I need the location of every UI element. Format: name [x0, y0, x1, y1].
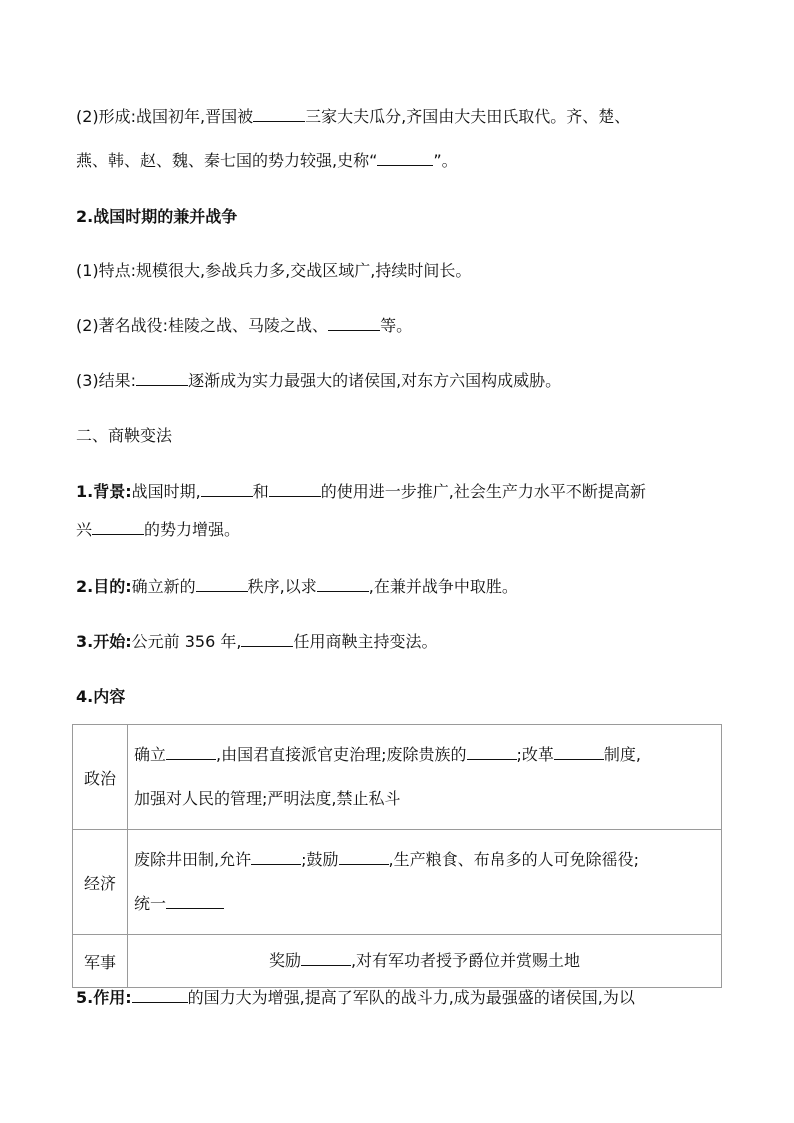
fill-blank[interactable]: [467, 744, 517, 760]
fill-blank[interactable]: [301, 950, 351, 966]
row-text-economy: 废除井田制,允许 ;鼓励 ,生产粮食、布帛多的人可免除徭役; 统一: [128, 830, 722, 935]
fill-blank[interactable]: [377, 150, 433, 166]
row-label-economy: 经济: [73, 830, 128, 935]
table-row-economy: [73, 830, 722, 935]
table-row-politics: [73, 725, 722, 830]
fill-blank[interactable]: [166, 893, 224, 909]
fill-blank[interactable]: [251, 849, 301, 865]
section-title-shangyang-reform: 二、商鞅变法: [76, 426, 173, 445]
item-background-line-2: 兴 的势力增强。: [76, 520, 241, 539]
fill-blank[interactable]: [253, 106, 305, 122]
item-famous-battles: (2)著名战役:桂陵之战、马陵之战、 等。: [76, 316, 413, 335]
item-characteristics: (1)特点:规模很大,参战兵力多,交战区域广,持续时间长。: [76, 261, 472, 280]
fill-blank[interactable]: [328, 315, 380, 331]
row-label-military: 军事: [73, 935, 128, 988]
table-row-military: [73, 935, 722, 988]
fill-blank[interactable]: [339, 849, 389, 865]
row-text-politics: 确立 ,由国君直接派官吏治理;废除贵族的 ;改革 制度, 加强对人民的管理;严明法度,禁止私斗: [128, 725, 722, 830]
fill-blank[interactable]: [554, 744, 604, 760]
item-background-line-1: 1.背景:战国时期, 和 的使用进一步推广,社会生产力水平不断提高新: [76, 482, 646, 501]
heading-content: 4.内容: [76, 687, 126, 706]
fill-blank[interactable]: [136, 370, 188, 386]
item-start: 3.开始:公元前 356 年, 任用商鞅主持变法。: [76, 632, 438, 651]
fill-blank[interactable]: [269, 481, 321, 497]
fill-blank[interactable]: [241, 631, 293, 647]
item-goal: 2.目的:确立新的 秩序,以求 ,在兼并战争中取胜。: [76, 577, 518, 596]
item-result: (3)结果: 逐渐成为实力最强大的诸侯国,对东方六国构成威胁。: [76, 371, 562, 390]
fill-blank[interactable]: [201, 481, 253, 497]
item-effect: 5.作用: 的国力大为增强,提高了军队的战斗力,成为最强盛的诸侯国,为以: [76, 988, 635, 1007]
fill-blank[interactable]: [166, 744, 216, 760]
row-label-politics: 政治: [73, 725, 128, 830]
fill-blank[interactable]: [317, 576, 369, 592]
fill-blank[interactable]: [92, 519, 144, 535]
heading-annexation-wars: 2.战国时期的兼并战争: [76, 207, 238, 226]
row-text-military: 奖励 ,对有军功者授予爵位并赏赐土地: [128, 935, 722, 988]
paragraph-formation-line-1: (2)形成:战国初年,晋国被 三家大夫瓜分,齐国由大夫田氏取代。齐、楚、: [76, 107, 631, 126]
paragraph-formation-line-2: 燕、韩、赵、魏、秦七国的势力较强,史称“ ”。: [76, 151, 458, 170]
reform-content-table: [72, 724, 722, 988]
fill-blank[interactable]: [132, 987, 188, 1003]
fill-blank[interactable]: [196, 576, 248, 592]
